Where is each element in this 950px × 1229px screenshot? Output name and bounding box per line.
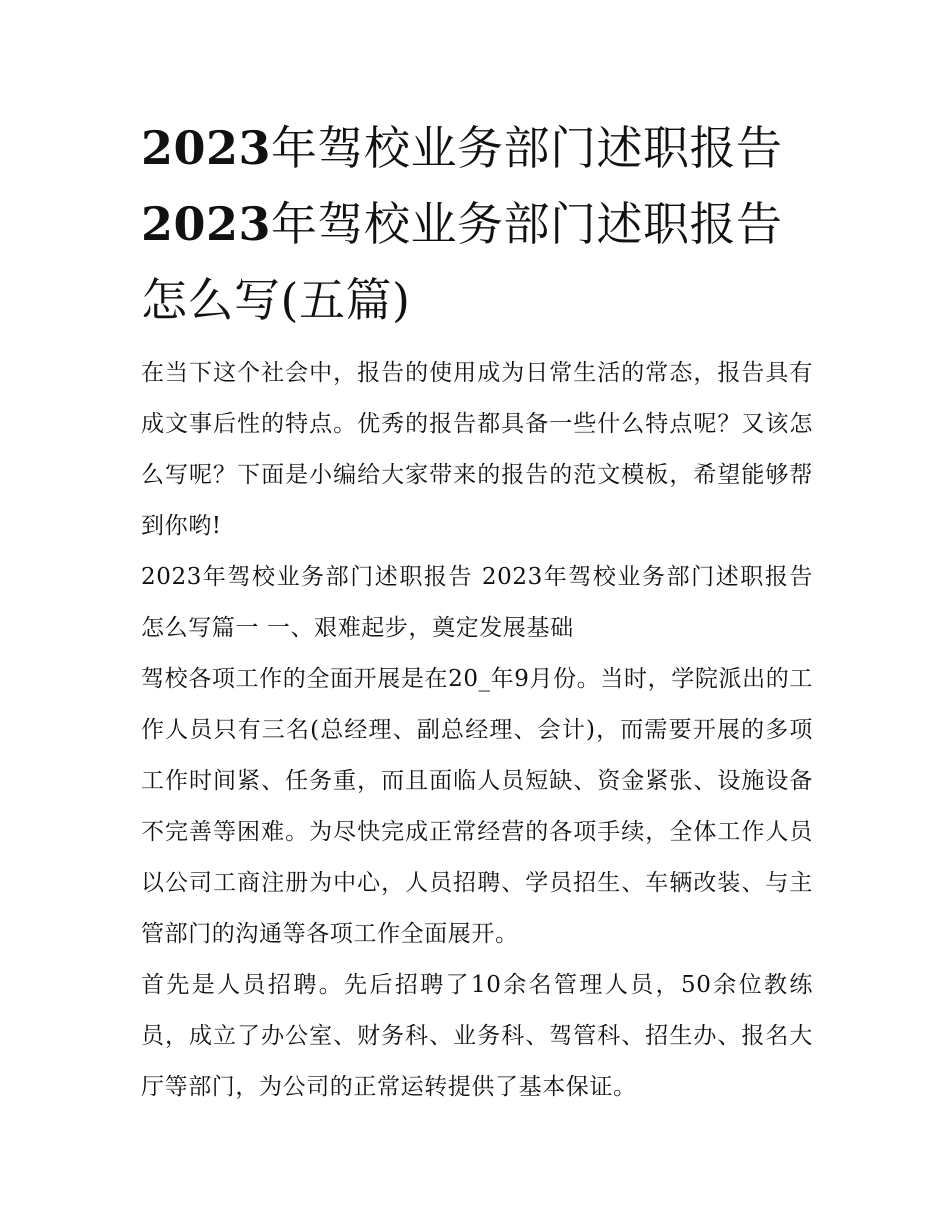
document-page [141,110,813,1113]
paragraph-section-heading: 2023年驾校业务部门述职报告 2023年驾校业务部门述职报告怎么写篇一 一、艰难起步，奠定发展基础 [141,564,813,641]
paragraph-intro: 在当下这个社会中，报告的使用成为日常生活的常态，报告具有成文事后性的特点。优秀的报告都具备一些什么特点呢？又该怎么写呢？下面是小编给大家带来的报告的范文模板，希望能够帮到你哟! [141,360,813,539]
paragraph-start: 驾校各项工作的全面开展是在20_年9月份。当时，学院派出的工作人员只有三名(总经理、副总经理、会计)，而需要开展的多项工作时间紧、任务重，而且面临人员短缺、资金紧张、设施设备不完善等困难。为尽快完成正常经营的各项手续，全体工作人员以公司工商注册为中心，人员招聘、学员招生、车辆改装、与主管部门的沟通等各项工作全面展开。 [141,666,813,947]
paragraph-recruitment: 首先是人员招聘。先后招聘了10余名管理人员，50余位教练员，成立了办公室、财务科、业务科、驾管科、招生办、报名大厅等部门，为公司的正常运转提供了基本保证。 [141,972,813,1100]
document-title: 2023年驾校业务部门述职报告 2023年驾校业务部门述职报告怎么写(五篇) [141,121,783,327]
